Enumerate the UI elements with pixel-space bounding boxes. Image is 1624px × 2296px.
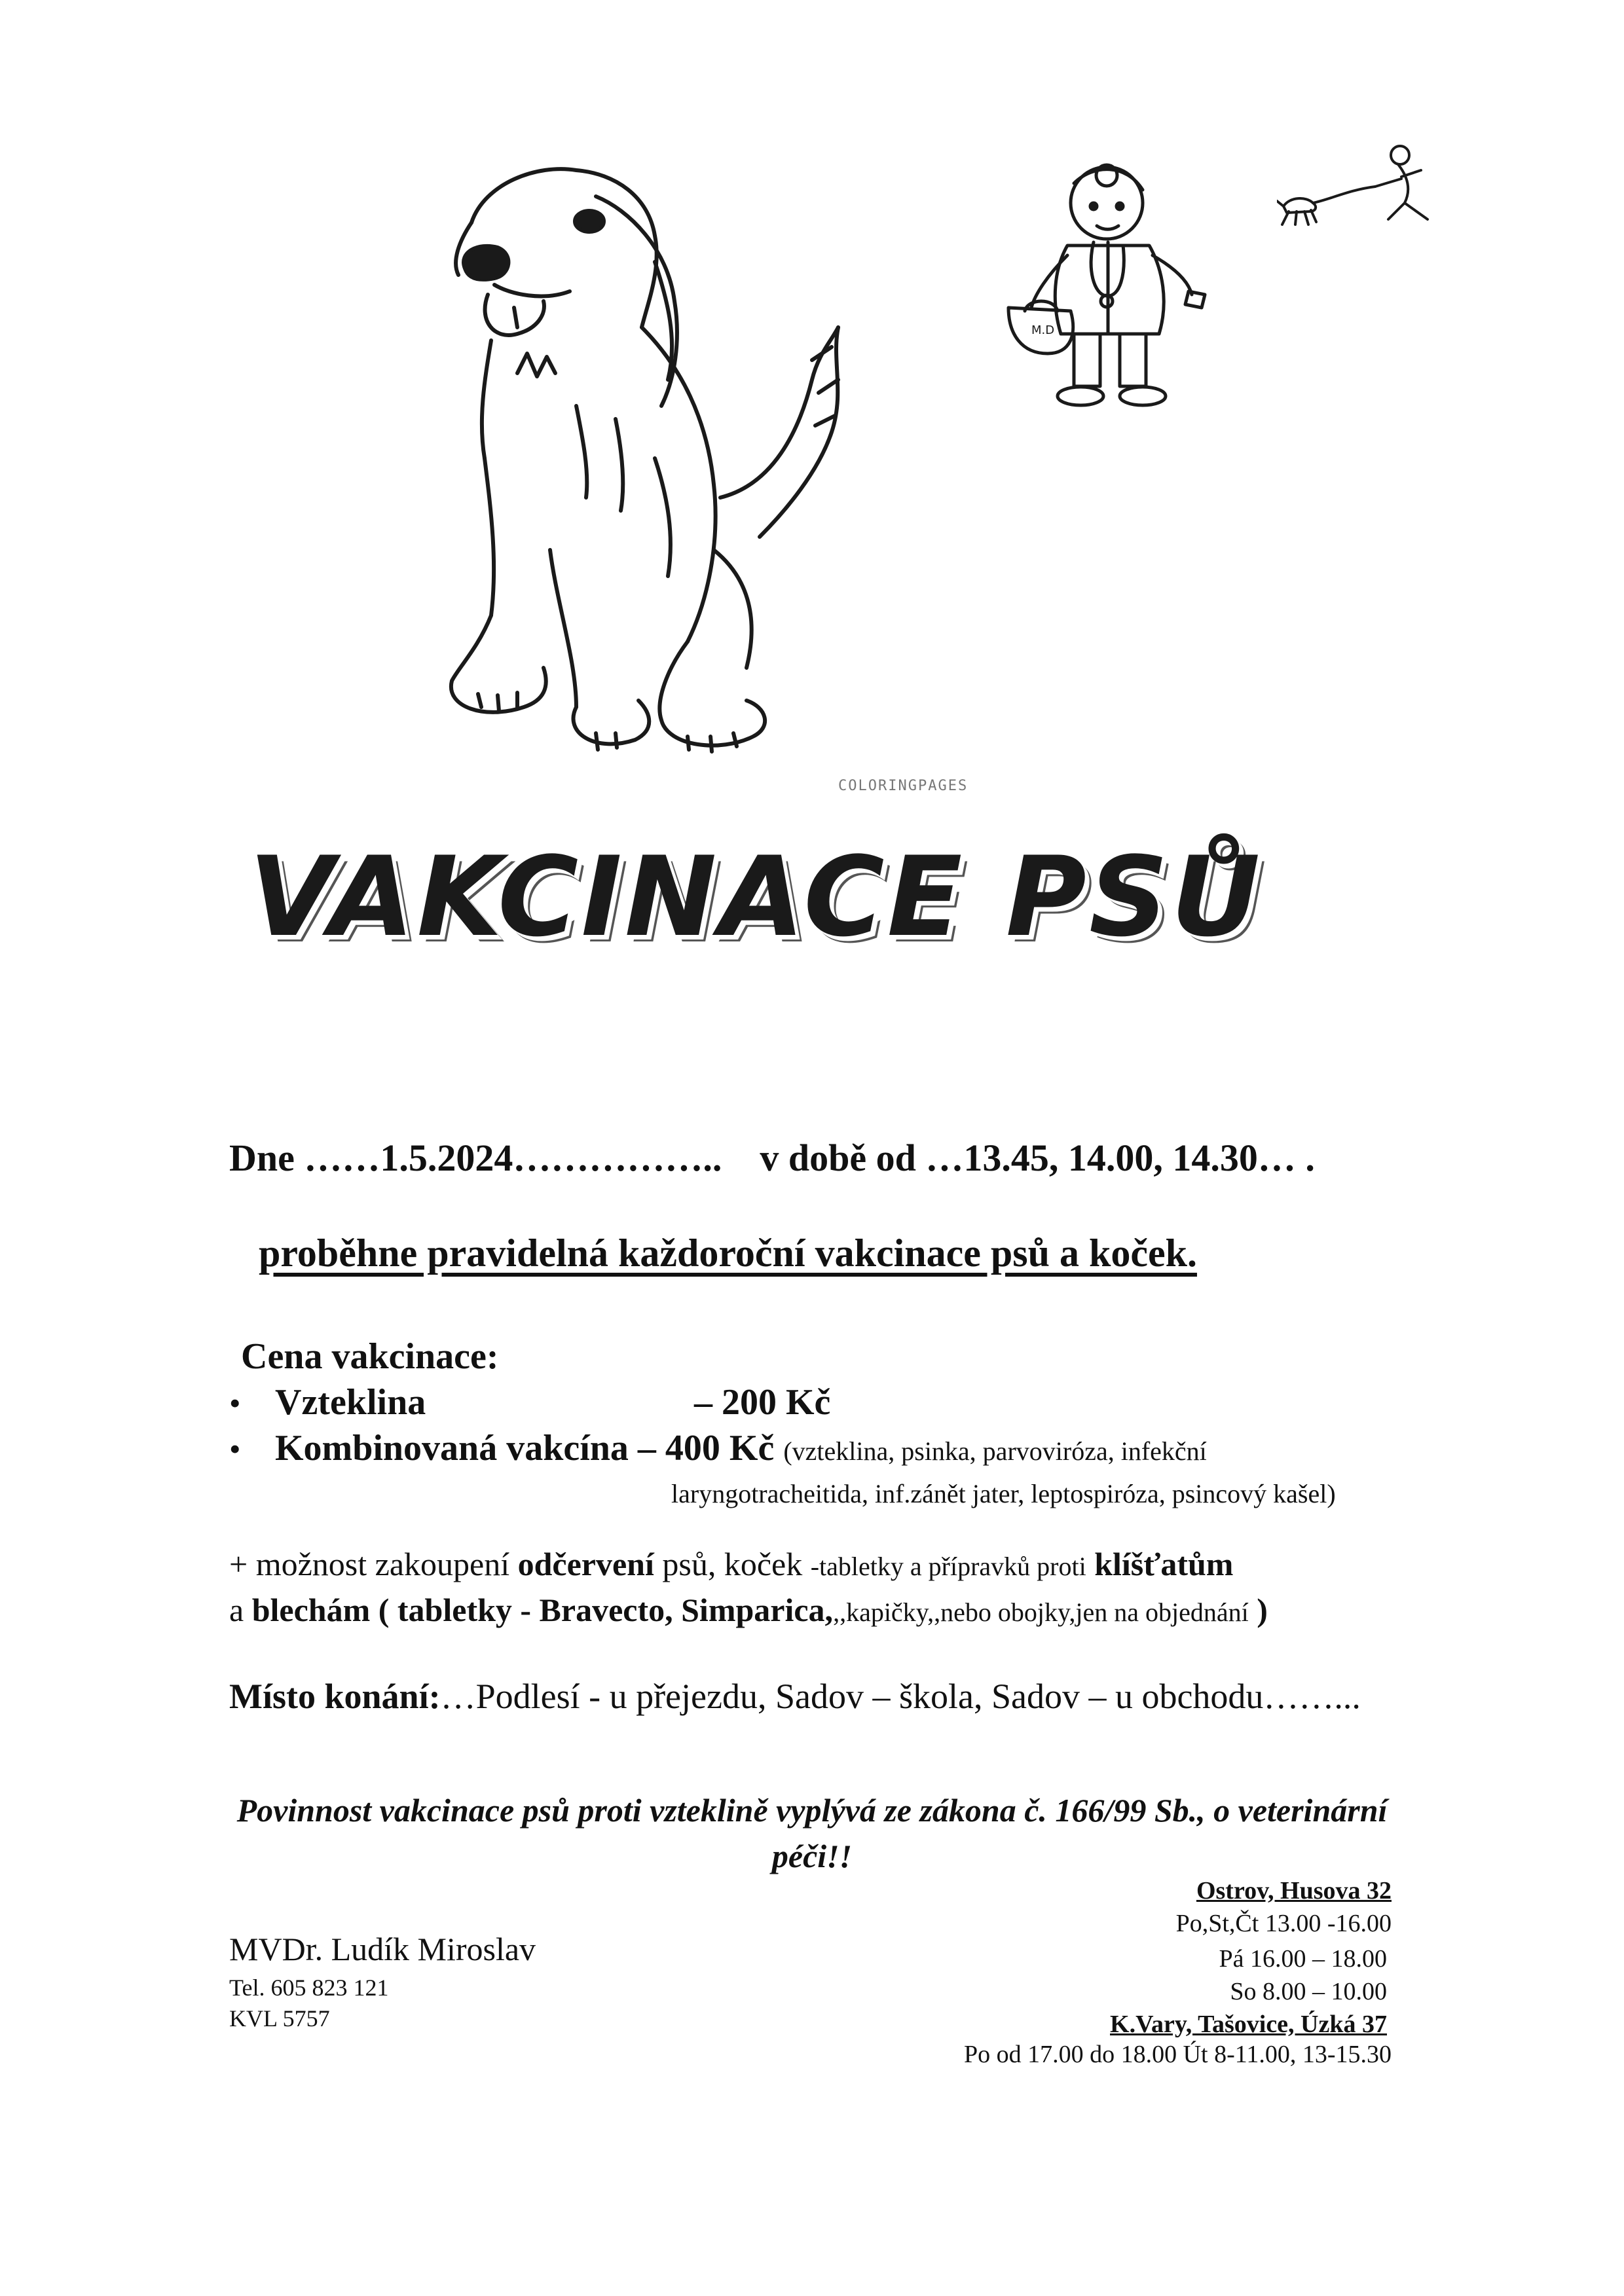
time-value: …13.45, 14.00, 14.30… . [925,1137,1315,1179]
date-label: Dne [229,1137,295,1179]
legal-notice: Povinnost vakcinace psů proti vzteklině vyplývá ze zákona č. 166/99 Sb., o veterinární péči!! [236,1792,1388,1874]
sitting-dog-illustration [380,144,1008,786]
extras-bold: blechám ( tabletky - Bravecto, Simparica, [251,1592,834,1628]
doctor-name: MVDr. Ludík Miroslav [229,1931,536,1967]
location-line [229,1676,1361,1717]
extras-text: psů, koček [654,1546,811,1582]
extras-small: ,,kapičky,,nebo obojky,jen na objednání [833,1597,1249,1627]
price-item [229,1427,1207,1469]
date-value: ……1.5.2024…………….. [304,1137,722,1179]
pricing-heading: Cena vakcinace: [241,1336,499,1377]
extras-line-2 [229,1591,1268,1629]
date-time-line [229,1136,1315,1180]
price-item-name: Kombinovaná vakcína [275,1428,629,1468]
ostrov-address: Ostrov, Husova 32 [1196,1877,1392,1904]
extras-bold: odčervení [517,1546,654,1582]
extras-bold: ) [1248,1592,1268,1628]
announcement-heading: proběhne pravidelná každoroční vakcinace psů a koček. [259,1231,1197,1275]
ostrov-hours-2: Pá 16.00 – 18.00 [1219,1945,1387,1973]
price-item [229,1381,830,1423]
bullet-icon: • [229,1385,241,1421]
extras-bold: klíšťatům [1086,1546,1234,1582]
watermark-text: COLORINGPAGES [838,778,969,794]
kvary-hours: Po od 17.00 do 18.00 Út 8-11.00, 13-15.30 [963,2041,1392,2068]
location-value: …Podlesí - u přejezdu, Sadov – škola, Sadov – u obchodu……... [440,1677,1361,1716]
extras-small: -tabletky a přípravků proti [810,1552,1086,1581]
extras-text: + možnost zakoupení [229,1546,518,1582]
doctor-phone: Tel. 605 823 121 [229,1975,389,2001]
ostrov-hours-1: Po,St,Čt 13.00 -16.00 [1175,1910,1392,1937]
page-title: VAKCINACE PSŮ [249,833,1263,961]
location-label: Místo konání: [229,1677,441,1716]
bullet-icon: • [229,1430,241,1467]
time-label: v době od [760,1137,916,1179]
extras-text: a [229,1592,252,1628]
price-item-note: (vzteklina, psinka, parvoviróza, infekční [783,1436,1207,1466]
doctor-license: KVL 5757 [229,2005,330,2032]
price-item-price: – 400 Kč [637,1428,775,1468]
dog-running-with-man-on-leash [1277,141,1447,226]
veterinarian-cartoon [995,144,1231,419]
kvary-address: K.Vary, Tašovice, Úzká 37 [1110,2011,1387,2038]
ostrov-hours-3: So 8.00 – 10.00 [1230,1978,1387,2005]
extras-line-1 [229,1545,1233,1583]
svg-text:M.D: M.D [1031,323,1055,337]
price-item-name: Vzteklina [275,1382,426,1423]
price-item-price: – 200 Kč [694,1382,831,1423]
price-note-continued: laryngotracheitida, inf.zánět jater, leptospiróza, psincový kašel) [671,1479,1336,1508]
